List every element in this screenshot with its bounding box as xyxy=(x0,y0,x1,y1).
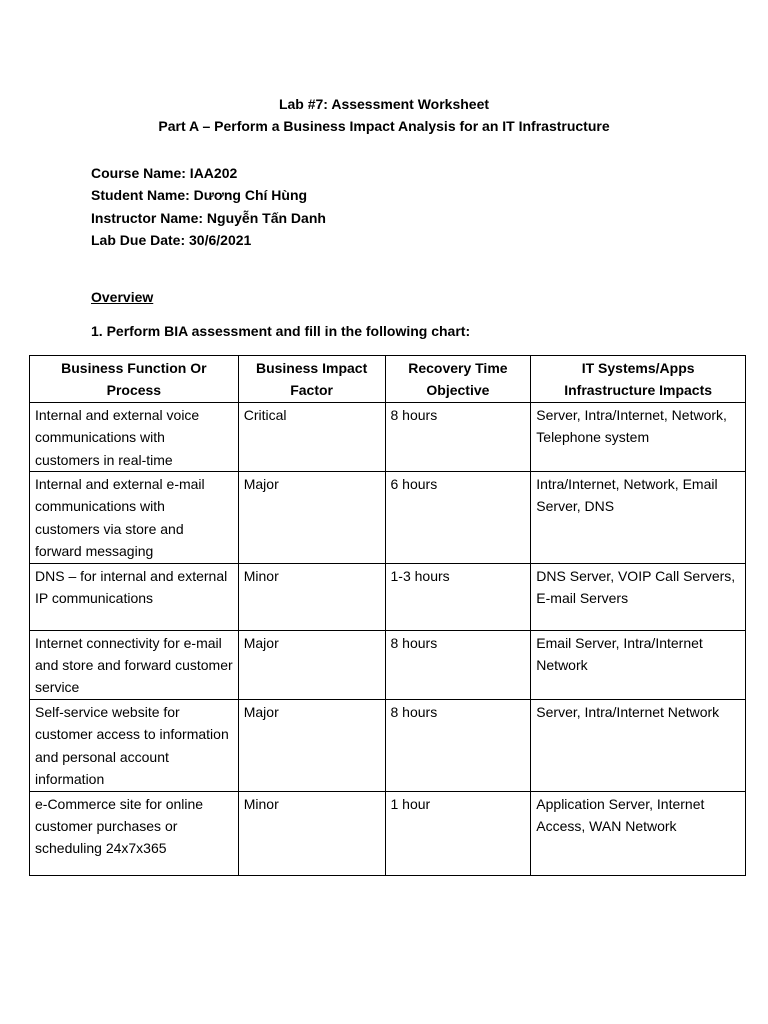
cell-business-function: Internal and external voice communications with customers in real-time xyxy=(30,402,239,471)
cell-impact-factor: Minor xyxy=(238,791,385,875)
header-it-systems: IT Systems/Apps Infrastructure Impacts xyxy=(531,356,746,403)
cell-it-systems: Server, Intra/Internet, Network, Telephone system xyxy=(531,402,746,471)
cell-recovery-time: 8 hours xyxy=(385,630,531,699)
cell-business-function: DNS – for internal and external IP communications xyxy=(30,563,239,630)
cell-it-systems: Server, Intra/Internet Network xyxy=(531,699,746,791)
table-row xyxy=(30,791,746,875)
cell-business-function: Internet connectivity for e-mail and store and forward customer service xyxy=(30,630,239,699)
cell-impact-factor: Minor xyxy=(238,563,385,630)
course-name: Course Name: IAA202 xyxy=(91,165,238,181)
info-block xyxy=(91,162,326,252)
student-name: Student Name: Dương Chí Hùng xyxy=(91,187,308,204)
cell-business-function: Internal and external e-mail communications with customers via store and forward messaging xyxy=(30,472,239,564)
cell-recovery-time: 8 hours xyxy=(385,402,531,471)
page-title: Lab #7: Assessment Worksheet xyxy=(278,96,490,112)
table-row xyxy=(30,472,746,564)
cell-recovery-time: 1-3 hours xyxy=(385,563,531,630)
cell-business-function: Self-service website for customer access to information and personal account information xyxy=(30,699,239,791)
cell-impact-factor: Critical xyxy=(238,402,385,471)
header-business-function: Business Function Or Process xyxy=(30,356,239,403)
bia-table xyxy=(29,355,746,876)
cell-business-function: e-Commerce site for online customer purchases or scheduling 24x7x365 xyxy=(30,791,239,875)
cell-impact-factor: Major xyxy=(238,699,385,791)
cell-recovery-time: 8 hours xyxy=(385,699,531,791)
table-row xyxy=(30,630,746,699)
cell-recovery-time: 6 hours xyxy=(385,472,531,564)
cell-recovery-time: 1 hour xyxy=(385,791,531,875)
cell-it-systems: Intra/Internet, Network, Email Server, DNS xyxy=(531,472,746,564)
cell-impact-factor: Major xyxy=(238,472,385,564)
header-impact-factor: Business Impact Factor xyxy=(238,356,385,403)
table-row xyxy=(30,699,746,791)
overview-heading: Overview xyxy=(91,289,154,305)
table-row xyxy=(30,402,746,471)
cell-it-systems: DNS Server, VOIP Call Servers, E-mail Servers xyxy=(531,563,746,630)
page-subtitle: Part A – Perform a Business Impact Analysis for an IT Infrastructure xyxy=(158,118,610,134)
cell-impact-factor: Major xyxy=(238,630,385,699)
cell-it-systems: Application Server, Internet Access, WAN Network xyxy=(531,791,746,875)
lab-due-date: Lab Due Date: 30/6/2021 xyxy=(91,232,252,249)
header-recovery-time: Recovery Time Objective xyxy=(385,356,531,403)
table-header-row xyxy=(30,356,746,403)
cell-it-systems: Email Server, Intra/Internet Network xyxy=(531,630,746,699)
instructor-name: Instructor Name: Nguyễn Tấn Danh xyxy=(91,209,326,226)
table-row xyxy=(30,563,746,630)
question-heading: 1. Perform BIA assessment and fill in the following chart: xyxy=(91,323,471,339)
